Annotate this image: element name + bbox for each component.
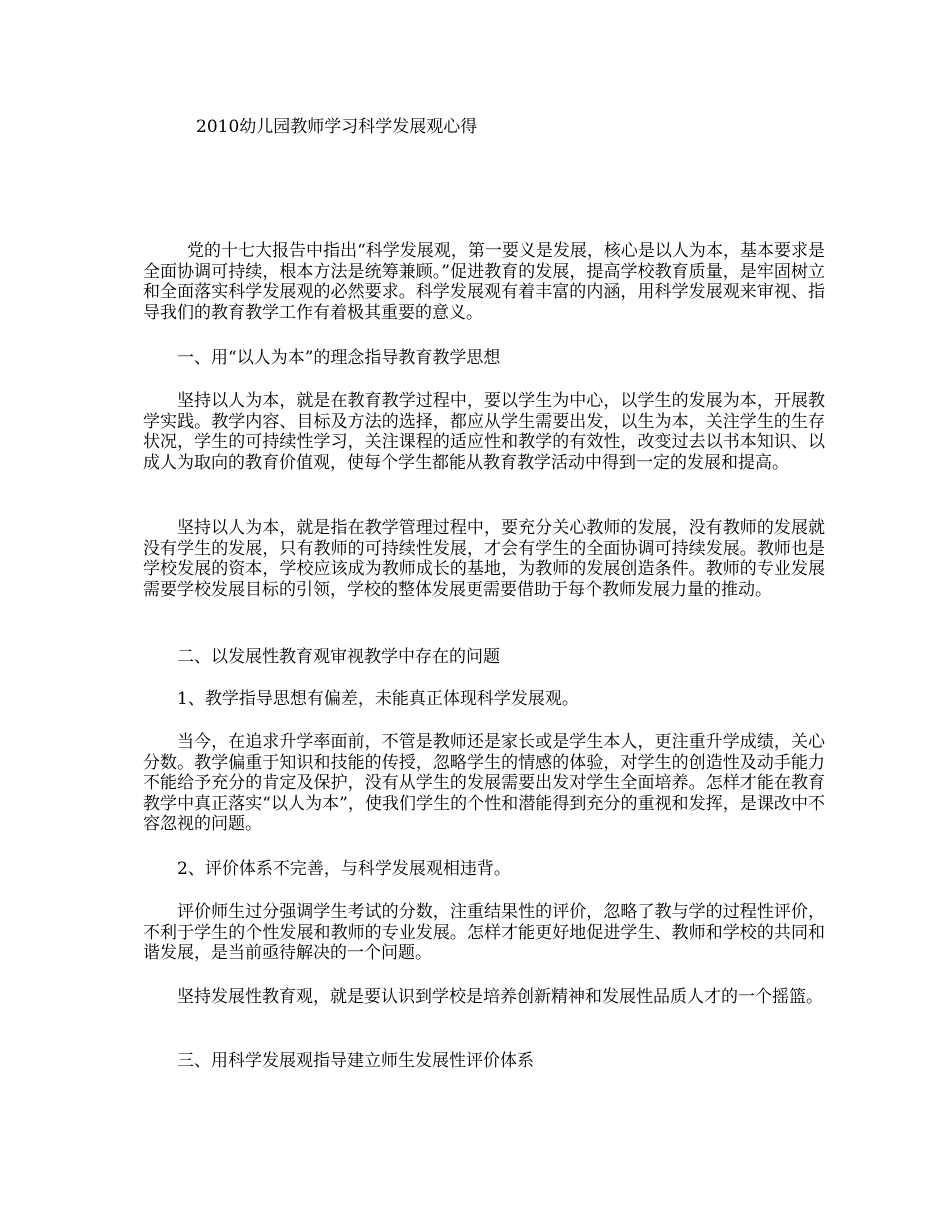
body-paragraph: 评价师生过分强调学生考试的分数，注重结果性的评价，忽略了教与学的过程性评价，不利于学生的个性发展和教师的专业发展。怎样才能更好地促进学生、教师和学校的共同和谐发展，是当前亟待解决的一个问题。 (143, 902, 825, 963)
body-paragraph: 坚持以人为本，就是指在教学管理过程中，要充分关心教师的发展，没有教师的发展就没有学生的发展，只有教师的可持续性发展，才会有学生的全面协调可持续发展。教师也是学校发展的资本，学校应该成为教师成长的基地，为教师的发展创造条件。教师的专业发展需要学校发展目标的引领，学校的整体发展更需要借助于每个教师发展力量的推动。 (143, 518, 825, 600)
body-paragraph: 坚持发展性教育观，就是要认识到学校是培养创新精神和发展性品质人才的一个摇篮。 (177, 987, 823, 1007)
subsection-heading-1: 1、教学指导思想有偏差，未能真正体现科学发展观。 (177, 689, 579, 709)
intro-paragraph: 党的十七大报告中指出“科学发展观，第一要义是发展，核心是以人为本，基本要求是全面协调可持续，根本方法是统筹兼顾。”促进教育的发展，提高学校教育质量，是牢固树立和全面落实科学发展观的必然要求。科学发展观有着丰富的内涵，用科学发展观来审视、指导我们的教育教学工作有着极其重要的意义。 (143, 241, 825, 323)
subsection-heading-2: 2、评价体系不完善，与科学发展观相违背。 (177, 859, 511, 879)
section-heading-2: 二、以发展性教育观审视教学中存在的问题 (177, 647, 500, 667)
section-heading-1: 一、用“以人为本”的理念指导教育教学思想 (177, 348, 501, 368)
body-paragraph: 坚持以人为本，就是在教育教学过程中，要以学生为中心，以学生的发展为本，开展教学实践。教学内容、目标及方法的选择，都应从学生需要出发，以生为本，关注学生的生存状况，学生的可持续性学习，关注课程的适应性和教学的有效性，改变过去以书本知识、以成人为取向的教育价值观，使每个学生都能从教育教学活动中得到一定的发展和提高。 (143, 391, 825, 473)
document-title: 2010幼儿园教师学习科学发展观心得 (196, 117, 478, 137)
section-heading-3: 三、用科学发展观指导建立师生发展性评价体系 (177, 1051, 534, 1071)
body-paragraph: 当今，在追求升学率面前，不管是教师还是家长或是学生本人，更注重升学成绩，关心分数。教学偏重于知识和技能的传授，忽略学生的情感的体验，对学生的创造性及动手能力不能给予充分的肯定及保护，没有从学生的发展需要出发对学生全面培养。怎样才能在教育教学中真正落实“以人为本”，使我们学生的个性和潜能得到充分的重视和发挥，是课改中不容忽视的问题。 (143, 732, 825, 834)
